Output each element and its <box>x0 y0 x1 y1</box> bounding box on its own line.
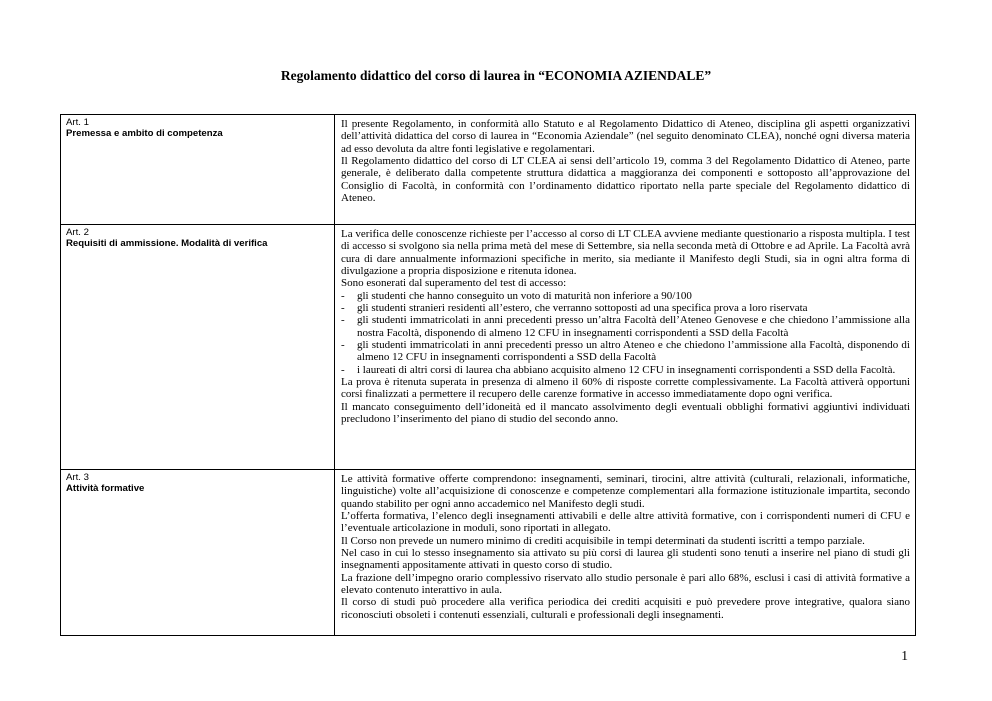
exemption-item <box>341 302 910 314</box>
article-2-paragraph: Il mancato conseguimento dell’idoneità ed il mancato assolvimento degli eventuali obblighi formativi aggiuntivi individuati precludono l’inserimento del piano di studio del secondo anno. <box>341 400 910 426</box>
article-2-body <box>335 225 916 470</box>
article-row-1 <box>61 115 916 225</box>
exemption-list <box>341 290 910 376</box>
articles-table <box>60 114 916 636</box>
article-1-paragraph: Il presente Regolamento, in conformità allo Statuto e al Regolamento Didattico di Ateneo, disciplina gli aspetti organizzativi dell’attività didattica del corso di laurea in “Economia Aziendale” (nel seguito denominato CLEA), nonché ogni diversa materia ad esso devoluta da altre fonti legislative e regolamentari. <box>341 118 910 155</box>
article-3-paragraph: Il Corso non prevede un numero minimo di crediti acquisibile in tempi determinati da studenti iscritti a tempo parziale. <box>341 534 865 547</box>
exemption-item <box>341 314 910 339</box>
article-3-paragraph: L’offerta formativa, l’elenco degli insegnamenti attivabili e delle altre attività formative, con i corrispondenti numeri di CFU e l’eventuale articolazione in moduli, sono riportati in allegato. <box>341 510 910 535</box>
article-2-number: Art. 2 <box>66 227 89 238</box>
article-row-3 <box>61 470 916 636</box>
exemption-text: gli studenti stranieri residenti all’estero, che verranno sottoposti ad una specifica prova a loro riservata <box>357 302 808 315</box>
article-2-paragraph: La prova è ritenuta superata in presenza di almeno il 60% di risposte corrette complessivamente. La Facoltà attiverà opportuni corsi finalizzati a permettere il recupero delle carenze formative in accesso immediatamente dopo ogni verifica. <box>341 376 910 401</box>
exemption-item <box>341 339 910 364</box>
article-2-paragraph: La verifica delle conoscenze richieste per l’accesso al corso di LT CLEA avviene mediante questionario a risposta multipla. I test di accesso si svolgono sia nella prima metà del mese di Settembre, sia nella seconda metà di Ottobre e ad Aprile. La Facoltà avrà cura di dare annualmente informazioni specifiche in merito, sia mediante il Manifesto degli Studi, sia in ogni altra forma di divulgazione a propria disposizione e ritenuta idonea. <box>341 228 910 278</box>
article-3-paragraph: Le attività formative offerte comprendono: insegnamenti, seminari, tirocini, altre attività (culturali, relazionali, informatiche, linguistiche) volte all’acquisizione di conoscenze e competenze complementari alla formazione istituzionale impartita, secondo quando stabilito per ogni anno accademico nel Manifesto degli studi. <box>341 473 910 510</box>
article-1-paragraph: Il Regolamento didattico del corso di LT CLEA ai sensi dell’articolo 19, comma 3 del Regolamento Didattico di Ateneo, parte generale, è deliberato dalla competente struttura didattica a maggioranza dei componenti e sottoposto all’approvazione del Consiglio di Facoltà, in conformità con l’ordinamento didattico riportato nella parte speciale del Regolamento didattico di Ateneo. <box>341 155 910 205</box>
exemption-item <box>341 364 910 376</box>
article-1-header <box>61 115 335 225</box>
dash-marker: - <box>341 314 345 327</box>
exemption-item <box>341 290 910 302</box>
page-number: 1 <box>901 648 908 663</box>
article-2-header <box>61 225 335 470</box>
article-3-heading: Attività formative <box>66 483 145 494</box>
article-row-2 <box>61 225 916 470</box>
dash-marker: - <box>341 363 345 376</box>
exemption-text: i laureati di altri corsi di laurea cha abbiano acquisito almeno 12 CFU in insegnamenti corrispondenti a SSD della Facoltà. <box>357 363 896 376</box>
exemption-text: gli studenti immatricolati in anni precedenti presso un’altra Facoltà dell’Ateneo Genovese e che chiedono l’ammissione alla nostra Facoltà, disponendo di almeno 12 CFU in insegnamenti corrispondenti a SSD della Facoltà <box>357 314 910 339</box>
article-3-paragraph: La frazione dell’impegno orario complessivo riservato allo studio personale è pari allo 68%, esclusi i casi di attività formative a elevato contenuto interattivo in aula. <box>341 571 910 597</box>
article-1-body <box>335 115 916 225</box>
article-3-number: Art. 3 <box>66 472 89 483</box>
article-2-heading: Requisiti di ammissione. Modalità di verifica <box>66 238 268 249</box>
document-title: Regolamento didattico del corso di laurea in “ECONOMIA AZIENDALE” <box>280 68 712 83</box>
dash-marker: - <box>341 289 345 302</box>
article-3-body <box>335 470 916 636</box>
article-3-paragraph: Nel caso in cui lo stesso insegnamento sia attivato su più corsi di laurea gli studenti sono tenuti a inserire nel piano di studi gli insegnamenti appositamente attivati in questo corso di studio. <box>341 547 910 572</box>
dash-marker: - <box>341 339 345 352</box>
exemption-text: gli studenti che hanno conseguito un voto di maturità non inferiore a 90/100 <box>357 289 692 302</box>
article-1-heading: Premessa e ambito di competenza <box>66 128 223 139</box>
article-3-header <box>61 470 335 636</box>
article-3-paragraph: Il corso di studi può procedere alla verifica periodica dei crediti acquisiti e può prevedere prove integrative, qualora siano riconosciuti obsoleti i contenuti essenziali, culturali e professionali degli insegnamenti. <box>341 596 910 621</box>
exemption-text: gli studenti immatricolati in anni precedenti presso un altro Ateneo e che chiedono l’ammissione alla Facoltà, disponendo di almeno 12 CFU in insegnamenti corrispondenti a SSD della Facoltà <box>357 339 910 364</box>
article-1-number: Art. 1 <box>66 117 89 128</box>
article-2-paragraph: Sono esonerati dal superamento del test di accesso: <box>341 277 567 290</box>
dash-marker: - <box>341 302 345 315</box>
